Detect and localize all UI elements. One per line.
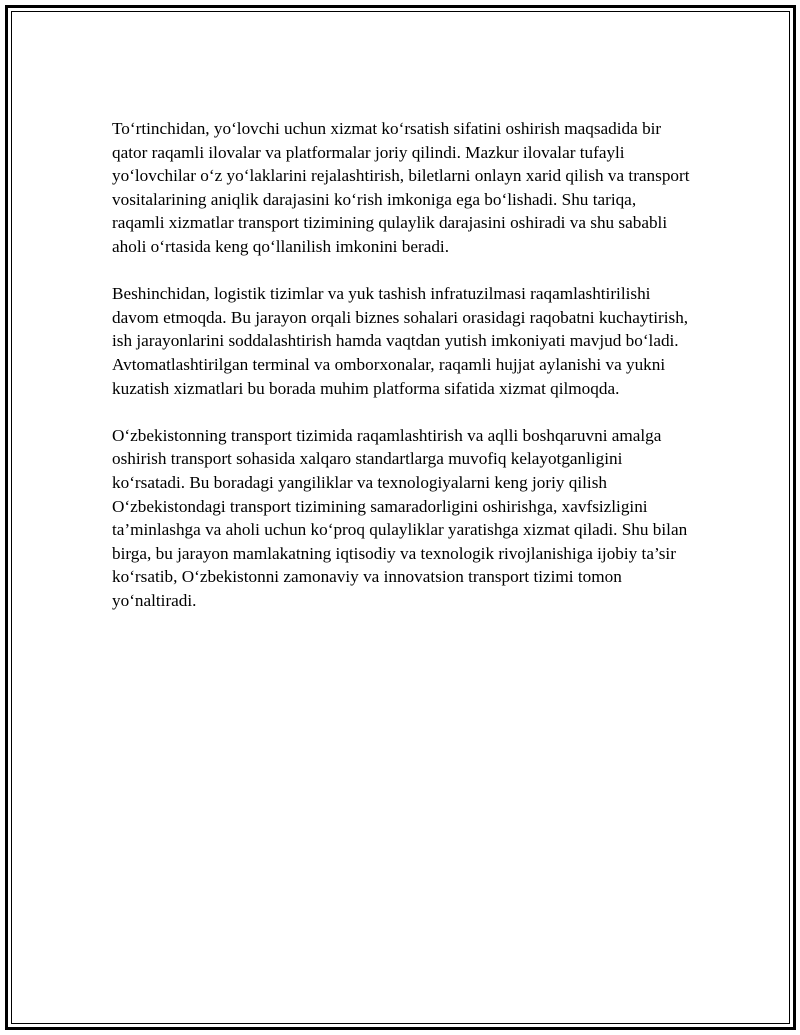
paragraph-conclusion: O‘zbekistonning transport tizimida raqamlashtirish va aqlli boshqaruvni amalga oshirish transport sohasida xalqaro standartlarga muvofiq kelayotganligini ko‘rsatadi. Bu boradagi yangiliklar va texnologiyalarni keng joriy qilish O‘zbekistondagi transport tizimining samaradorligini oshirishga, xavfsizligini ta’minlashga va aholi uchun ko‘proq qulayliklar yaratishga xizmat qiladi. Shu bilan birga, bu jarayon mamlakatning iqtisodiy va texnologik rivojlanishiga ijobiy ta’sir ko‘rsatib, O‘zbekistonni zamonaviy va innovatsion transport tizimi tomon yo‘naltiradi. bbox=[112, 425, 688, 610]
paragraph-fourth-point: To‘rtinchidan, yo‘lovchi uchun xizmat ko‘rsatish sifatini oshirish maqsadida bir qator raqamli ilovalar va platformalar joriy qilindi. Mazkur ilovalar tufayli yo‘lovchilar o‘z yo‘laklarini rejalashtirish, biletlarni onlayn xarid qilish va transport vositalarining aniqlik darajasini ko‘rish imkoniga ega bo‘lishadi. Shu tariqa, raqamli xizmatlar transport tizimining qulaylik darajasini oshiradi va shu sababli aholi o‘rtasida keng qo‘llanilish imkonini beradi. bbox=[112, 119, 690, 256]
document-body bbox=[112, 117, 692, 636]
paragraph-fifth-point: Beshinchidan, logistik tizimlar va yuk tashish infratuzilmasi raqamlashtirilishi davom etmoqda. Bu jarayon orqali biznes sohalari orasidagi raqobatni kuchaytirish, ish jarayonlarini soddalashtirish hamda vaqtdan yutish imkoniyati mavjud bo‘ladi. Avtomatlashtirilgan terminal va omborxonalar, raqamli hujjat aylanishi va yukni kuzatish xizmatlari bu borada muhim platforma sifatida xizmat qilmoqda. bbox=[112, 284, 689, 398]
